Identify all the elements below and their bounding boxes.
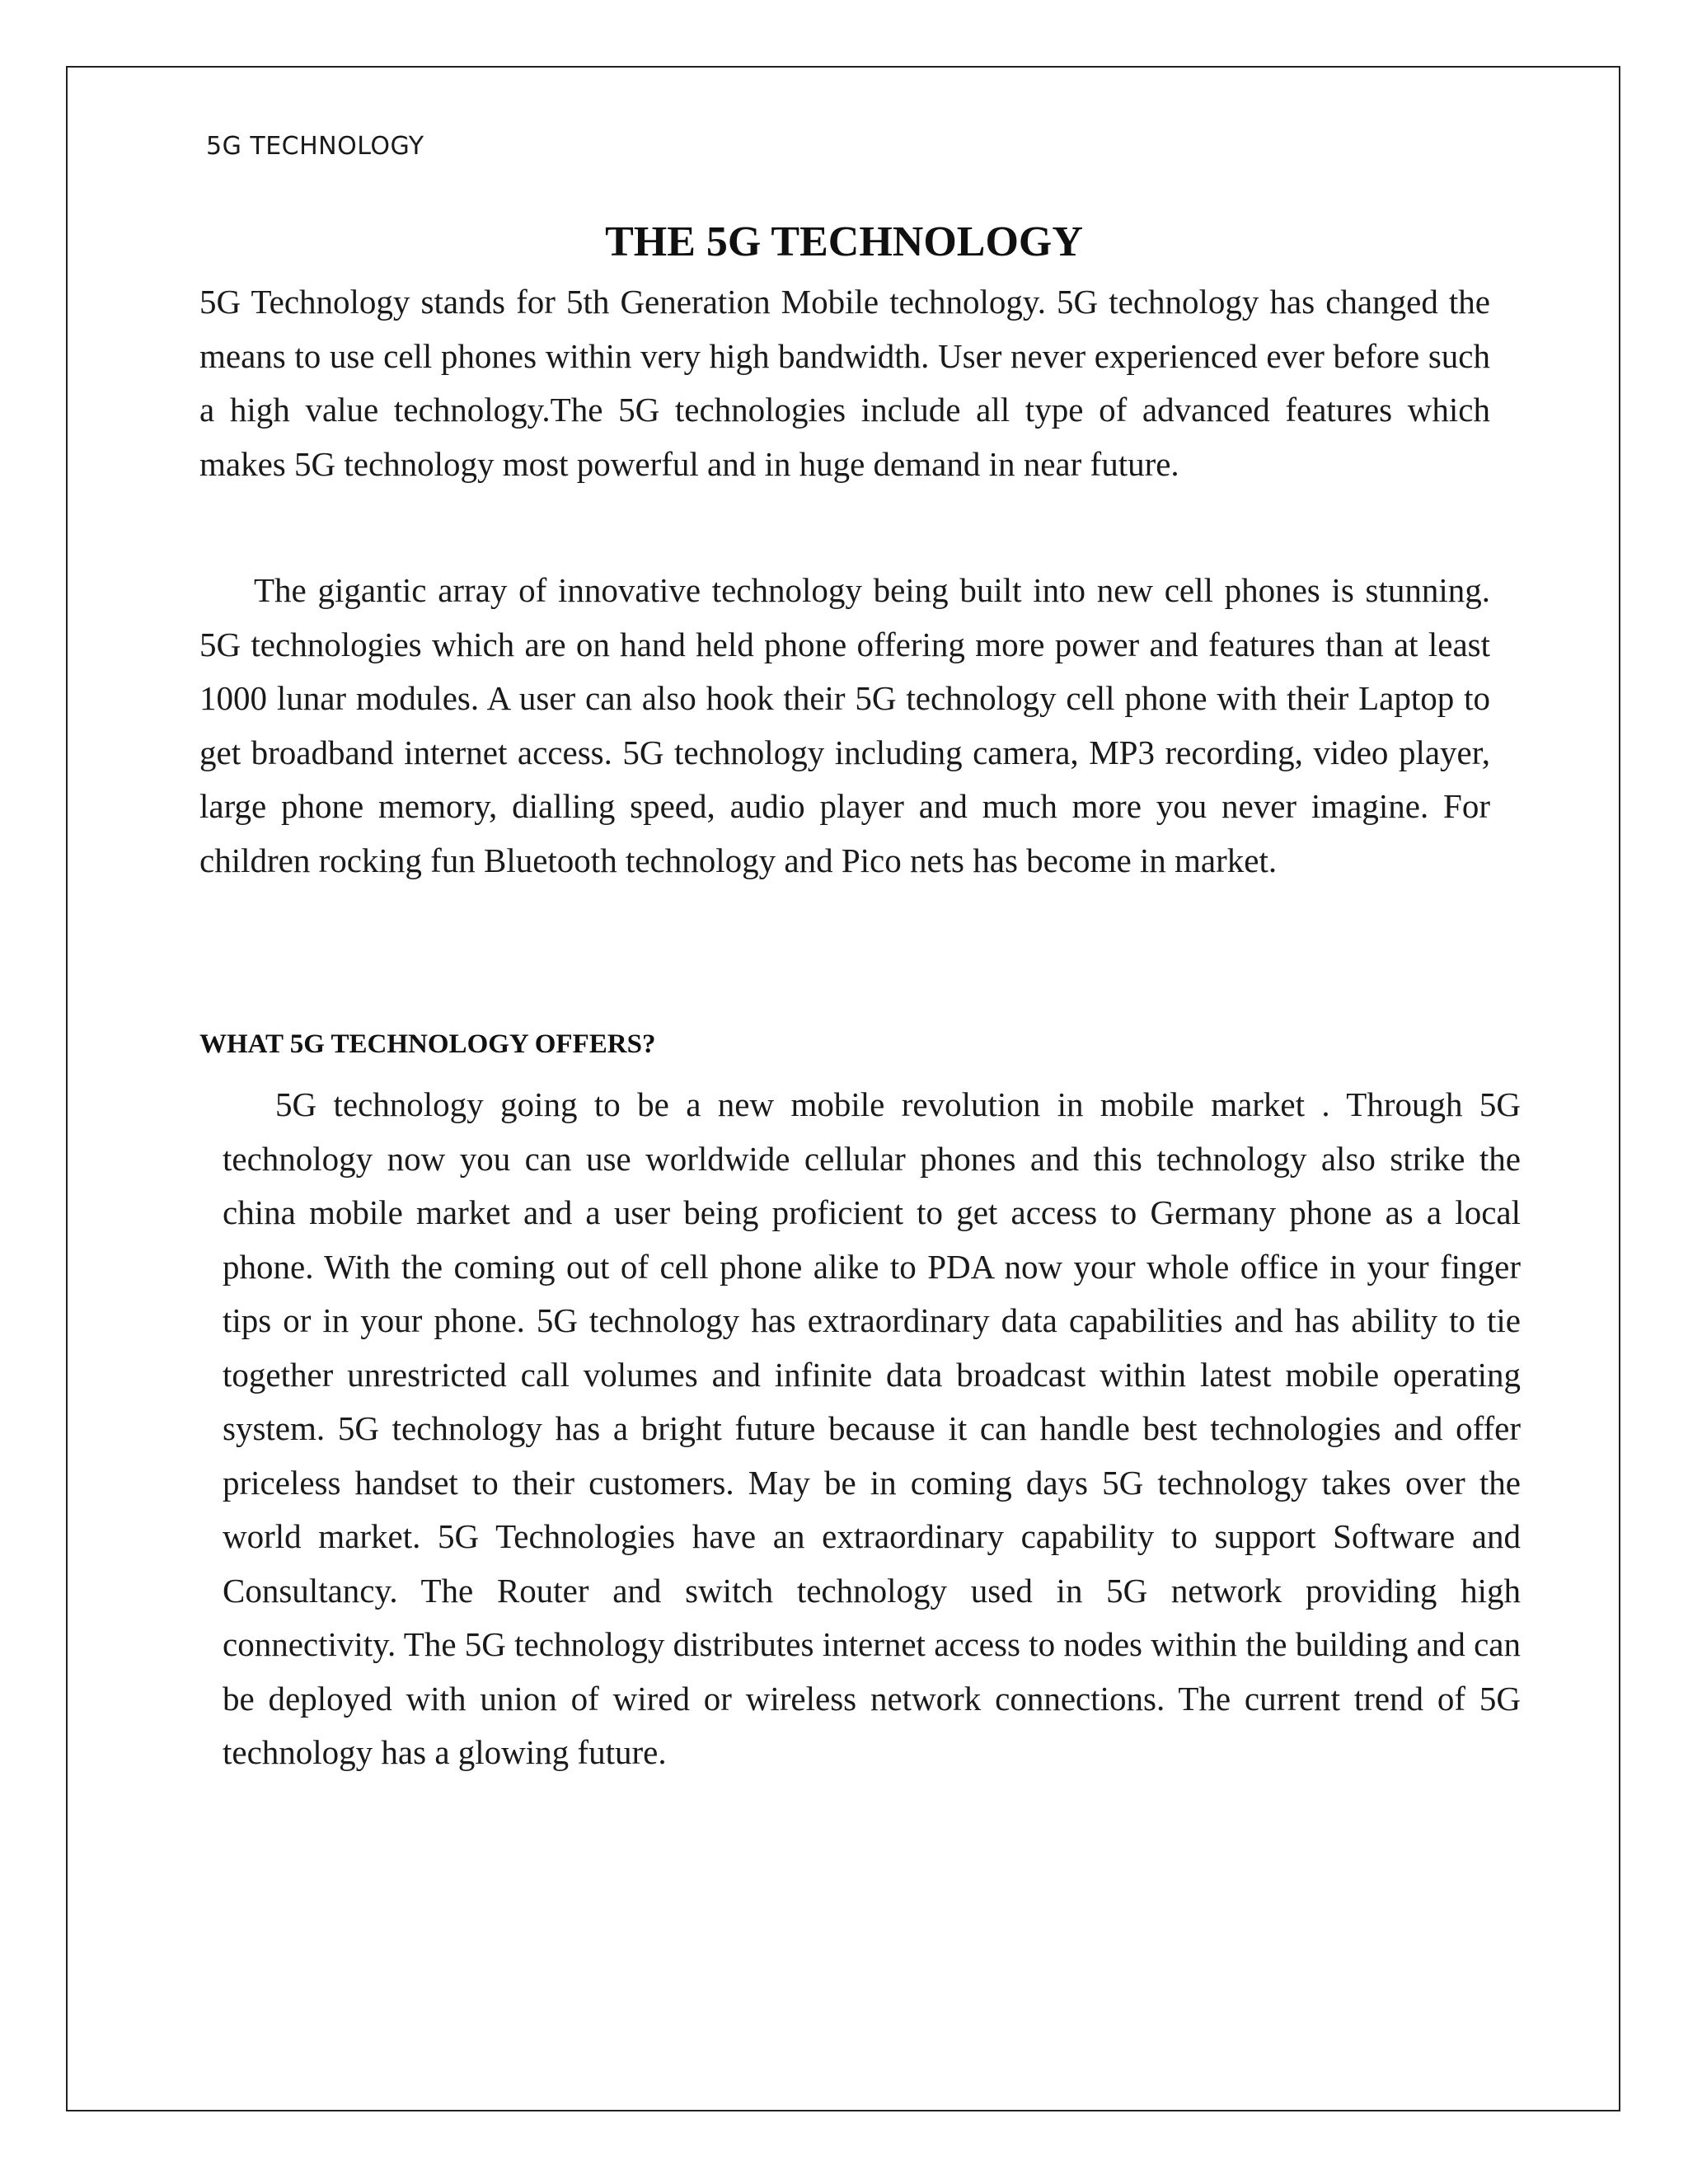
- document-title: THE 5G TECHNOLOGY: [605, 218, 1083, 265]
- intro-paragraph: 5G Technology stands for 5th Generation Mobile technology. 5G technology has changed the means to use cell phones within very high bandwidth. User never experienced ever before such a high value technology.The 5G technologies include all type of advanced features which makes 5G technology most powerful and in huge demand in near future.: [199, 283, 1490, 483]
- section-heading: WHAT 5G TECHNOLOGY OFFERS?: [199, 1029, 656, 1059]
- running-header: 5G TECHNOLOGY: [206, 132, 424, 161]
- section-paragraph: 5G technology going to be a new mobile revolution in mobile market . Through 5G technology now you can use worldwide cellular phones and this technology also strike the china mobile market and a user being proficient to get access to Germany phone as a local phone. With the coming out of cell phone alike to PDA now your whole office in your finger tips or in your phone. 5G technology has extraordinary data capabilities and has ability to tie together unrestricted call volumes and infinite data broadcast within latest mobile operating system. 5G technology has a bright future because it can handle best technologies and offer priceless handset to their customers. May be in coming days 5G technology takes over the world market. 5G Technologies have an extraordinary capability to support Software and Consultancy. The Router and switch technology used in 5G network providing high connectivity. The 5G technology distributes internet access to nodes within the building and can be deployed with union of wired or wireless network connections. The current trend of 5G technology has a glowing future.: [223, 1085, 1521, 1771]
- features-paragraph: The gigantic array of innovative technology being built into new cell phones is stunning. 5G technologies which are on hand held phone offering more power and features than at least 1000 lunar modules. A user can also hook their 5G technology cell phone with their Laptop to get broadband internet access. 5G technology including camera, MP3 recording, video player, large phone memory, dialling speed, audio player and much more you never imagine. For children rocking fun Bluetooth technology and Pico nets has become in market.: [199, 571, 1490, 879]
